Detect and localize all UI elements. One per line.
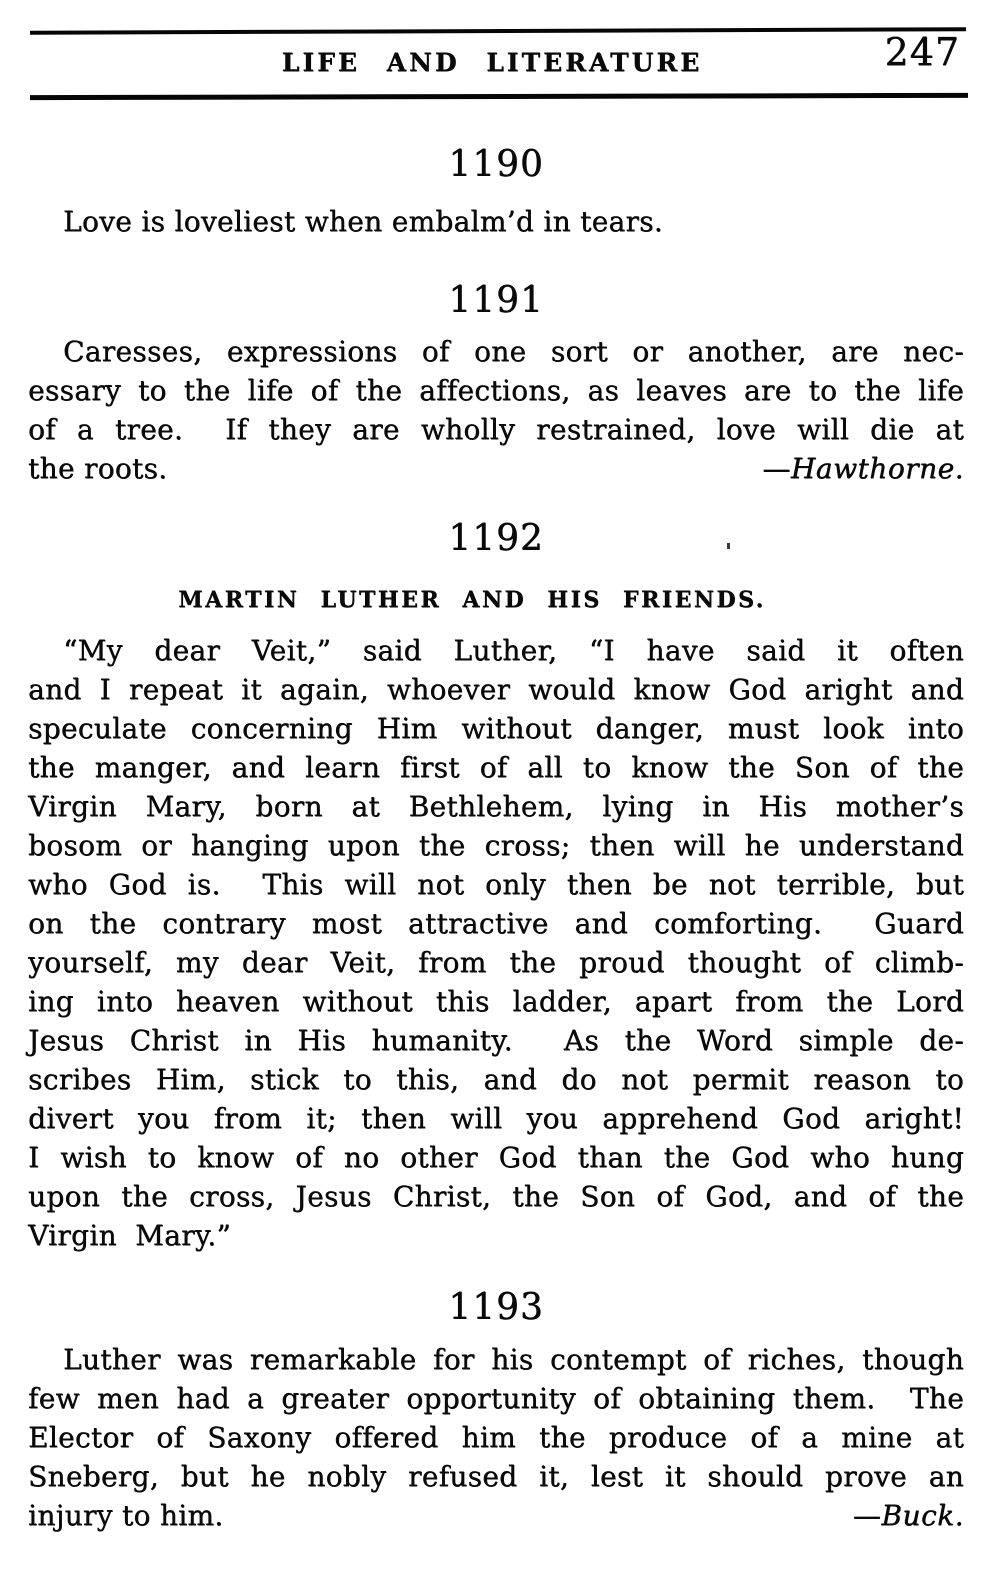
text-line: Virgin Mary, born at Bethlehem, lying in His mother’s: [28, 790, 964, 823]
text-line: ing into heaven without this ladder, apart from the Lord: [28, 985, 964, 1018]
header-rule-top: [30, 27, 966, 35]
text-block: [28, 145, 964, 1535]
text-line: bosom or hanging upon the cross; then will he understand: [28, 829, 964, 862]
text-line: yourself, my dear Veit, from the proud thought of climb-: [28, 946, 964, 979]
text-line: Jesus Christ in His humanity. As the Word simple de-: [28, 1024, 964, 1057]
text-line: I wish to know of no other God than the God who hung: [28, 1141, 964, 1174]
section-1190: [28, 145, 964, 241]
text-line: of a tree. If they are wholly restrained, love will die at: [28, 413, 964, 446]
text-line: Luther was remarkable for his contempt of riches, though: [63, 1343, 964, 1376]
text-line: on the contrary most attractive and comforting. Guard: [28, 907, 964, 940]
attribution: —Buck.: [852, 1499, 964, 1532]
text-line: [28, 449, 964, 488]
text-line: “My dear Veit,” said Luther, “I have said it often: [63, 634, 964, 667]
line-left-text: the roots.: [28, 452, 168, 485]
attribution: —Hawthorne.: [762, 452, 964, 485]
text-line: the manger, and learn first of all to know the Son of the: [28, 751, 964, 784]
text-line: who God is. This will not only then be not terrible, but: [28, 868, 964, 901]
text-line: Sneberg, but he nobly refused it, lest it should prove an: [28, 1460, 964, 1493]
text-line: speculate concerning Him without danger, must look into: [28, 712, 964, 745]
header-rule-bottom: [30, 93, 968, 100]
paragraph: [28, 631, 964, 1255]
text-line: [28, 1496, 964, 1535]
section-1193: [28, 1288, 964, 1535]
masthead: [0, 0, 1000, 99]
section-heading: MARTIN LUTHER AND HIS FRIENDS.: [178, 587, 766, 613]
section-number: 1191: [448, 280, 544, 321]
text-line: divert you from it; then will you apprehend God aright!: [28, 1102, 964, 1135]
text-line: few men had a greater opportunity of obtaining them. The: [28, 1382, 964, 1415]
running-title: LIFE AND LITERATURE: [281, 48, 703, 77]
paragraph: [28, 1340, 964, 1535]
section-1192: [28, 519, 964, 1255]
page-number: 247: [884, 30, 960, 74]
text-line: Love is loveliest when embalm’d in tears.: [63, 205, 663, 238]
line-left-text: injury to him.: [28, 1499, 224, 1532]
text-line: Virgin Mary.”: [28, 1219, 232, 1252]
text-line: Elector of Saxony offered him the produce of a mine at: [28, 1421, 964, 1454]
text-line: upon the cross, Jesus Christ, the Son of God, and of the: [28, 1180, 964, 1213]
section-1191: [28, 281, 964, 488]
section-number: 1192: [448, 518, 544, 559]
section-number: 1193: [448, 1287, 544, 1328]
text-line: and I repeat it again, whoever would know God aright and: [28, 673, 964, 706]
section-number: 1190: [448, 144, 544, 185]
paragraph: [28, 202, 964, 241]
text-line: Caresses, expressions of one sort or another, are nec-: [63, 335, 964, 368]
paragraph: [28, 332, 964, 488]
ink-speck: [727, 543, 730, 549]
text-line: essary to the life of the affections, as leaves are to the life: [28, 374, 964, 407]
text-line: scribes Him, stick to this, and do not permit reason to: [28, 1063, 964, 1096]
